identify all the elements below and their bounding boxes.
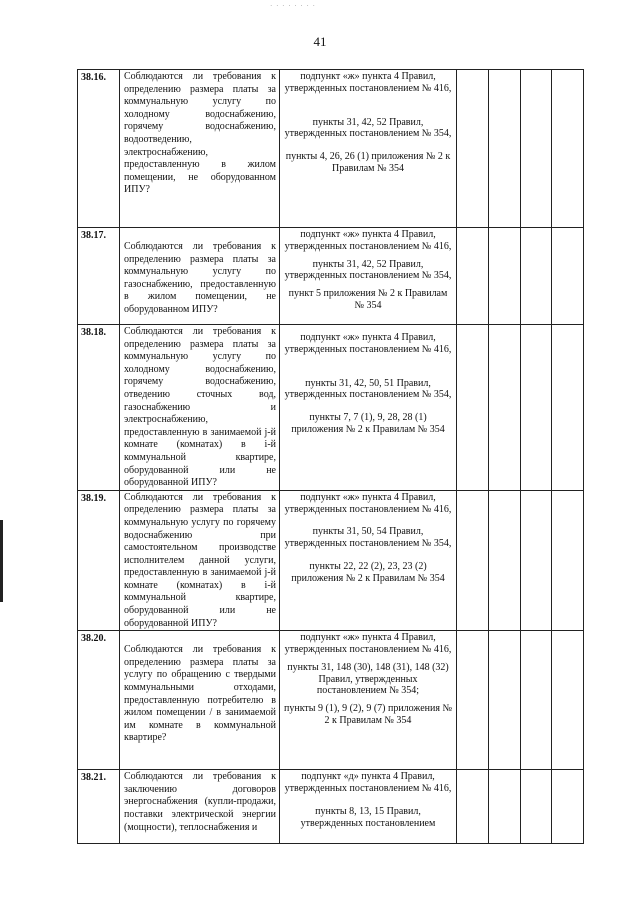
question-text: Соблюдаются ли требования к определению размера платы за услугу по обращению с твердыми коммунальными отходами, предоставленную потребителю в жилом помещении / в занимаемой им комнате в коммунальной квартире?	[124, 644, 276, 744]
row-number: 38.17.	[78, 228, 120, 325]
row-references	[280, 70, 457, 228]
row-number: 38.21.	[78, 770, 120, 844]
row-references	[280, 490, 457, 631]
reference-item: пункты 31, 42, 52 Правил, утвержденных постановлением № 354,	[284, 258, 452, 282]
row-number: 38.18.	[78, 325, 120, 491]
blank-cell	[457, 631, 489, 770]
table-row	[78, 770, 584, 844]
reference-item: пункты 31, 148 (30), 148 (31), 148 (32) Правил, утвержденных постановлением № 354;	[287, 661, 449, 697]
row-number: 38.20.	[78, 631, 120, 770]
blank-cell	[520, 631, 552, 770]
row-question	[120, 770, 280, 844]
row-number: 38.19.	[78, 490, 120, 631]
table-row	[78, 228, 584, 325]
page-number: 41	[313, 34, 327, 49]
reference-item: подпункт «ж» пункта 4 Правил, утвержденных постановлением № 416,	[284, 332, 452, 355]
reference-item: пункты 31, 50, 54 Правил, утвержденных постановлением № 354,	[284, 526, 452, 550]
reference-item: пункты 31, 42, 50, 51 Правил, утвержденных постановлением № 354,	[284, 377, 452, 401]
blank-cell	[552, 770, 584, 844]
reference-item: пункты 8, 13, 15 Правил, утвержденных постановлением	[300, 805, 436, 829]
reference-item: пункты 9 (1), 9 (2), 9 (7) приложения № 2 к Правилам № 354	[283, 703, 452, 727]
row-question	[120, 490, 280, 631]
blank-cell	[552, 490, 584, 631]
row-question	[120, 228, 280, 325]
row-references	[280, 228, 457, 325]
blank-cell	[488, 228, 520, 325]
blank-cell	[488, 70, 520, 228]
reference-item: пункты 31, 42, 52 Правил, утвержденных постановлением № 354,	[284, 116, 452, 140]
question-text: Соблюдаются ли требования к определению размера платы за коммунальную услугу по холодному водоснабжению, горячему водоснабжению, отведению сточных вод, газоснабжению и электроснабжению, предоставленную в занимаемой j-й комнате (комнатах) в i-й коммунальной квартире, оборудованной или не оборудованной ИПУ?	[124, 326, 276, 489]
reference-item: пункты 7, 7 (1), 9, 28, 28 (1) приложения № 2 к Правилам № 354	[291, 412, 445, 435]
blank-cell	[488, 770, 520, 844]
blank-cell	[520, 228, 552, 325]
row-number: 38.16.	[78, 70, 120, 228]
blank-cell	[488, 490, 520, 631]
row-question	[120, 631, 280, 770]
row-references	[280, 325, 457, 491]
reference-item: пункты 22, 22 (2), 23, 23 (2) приложения № 2 к Правилам № 354	[291, 560, 445, 584]
row-references	[280, 631, 457, 770]
blank-cell	[552, 228, 584, 325]
reference-item: подпункт «ж» пункта 4 Правил, утвержденных постановлением № 416,	[284, 632, 452, 656]
row-references	[280, 770, 457, 844]
scan-edge-bar	[0, 520, 3, 602]
reference-item: пункт 5 приложения № 2 к Правилам № 354	[288, 288, 448, 311]
blank-cell	[552, 631, 584, 770]
table-row	[78, 70, 584, 228]
row-question	[120, 325, 280, 491]
blank-cell	[457, 490, 489, 631]
scan-artifact: · · · · · · · ·	[270, 2, 316, 10]
blank-cell	[520, 70, 552, 228]
blank-cell	[457, 70, 489, 228]
question-text: Соблюдаются ли требования к определению размера платы за коммунальную услугу по горячему водоснабжению при самостоятельном производстве исполнителем данной услуги, предоставленную в занимаемой j-й комнате (комнатах) в i-й коммунальной квартире, оборудованной или не оборудованной ИПУ?	[124, 491, 276, 629]
question-text: Соблюдаются ли требования к заключению договоров энергоснабжения (купли-продажи, поставки электрической энергии (мощности), теплоснабжения и	[124, 771, 276, 833]
table-row	[78, 631, 584, 770]
reference-item: подпункт «д» пункта 4 Правил, утвержденных постановлением № 416,	[284, 771, 452, 795]
blank-cell	[488, 631, 520, 770]
blank-cell	[457, 770, 489, 844]
blank-cell	[457, 325, 489, 491]
table-row	[78, 490, 584, 631]
table-row	[78, 325, 584, 491]
reference-item: подпункт «ж» пункта 4 Правил, утвержденных постановлением № 416,	[284, 71, 452, 94]
reference-item: подпункт «ж» пункта 4 Правил, утвержденных постановлением № 416,	[284, 491, 452, 515]
blank-cell	[552, 70, 584, 228]
reference-item: пункты 4, 26, 26 (1) приложения № 2 к Правилам № 354	[285, 151, 451, 174]
question-text: Соблюдаются ли требования к определению размера платы за коммунальную услугу по газоснабжению, предоставленную в жилом помещении, не оборудованном ИПУ?	[124, 241, 276, 315]
checklist-table	[77, 69, 584, 844]
question-text: Соблюдаются ли требования к определению размера платы за коммунальную услугу по холодному водоснабжению, горячему водоснабжению, водоотведению, электроснабжению, предоставленную в жилом помещении, не оборудованном ИПУ?	[124, 71, 276, 196]
row-question	[120, 70, 280, 228]
blank-cell	[488, 325, 520, 491]
blank-cell	[552, 325, 584, 491]
blank-cell	[520, 490, 552, 631]
reference-item: подпункт «ж» пункта 4 Правил, утвержденных постановлением № 416,	[284, 229, 452, 252]
blank-cell	[520, 325, 552, 491]
blank-cell	[520, 770, 552, 844]
blank-cell	[457, 228, 489, 325]
